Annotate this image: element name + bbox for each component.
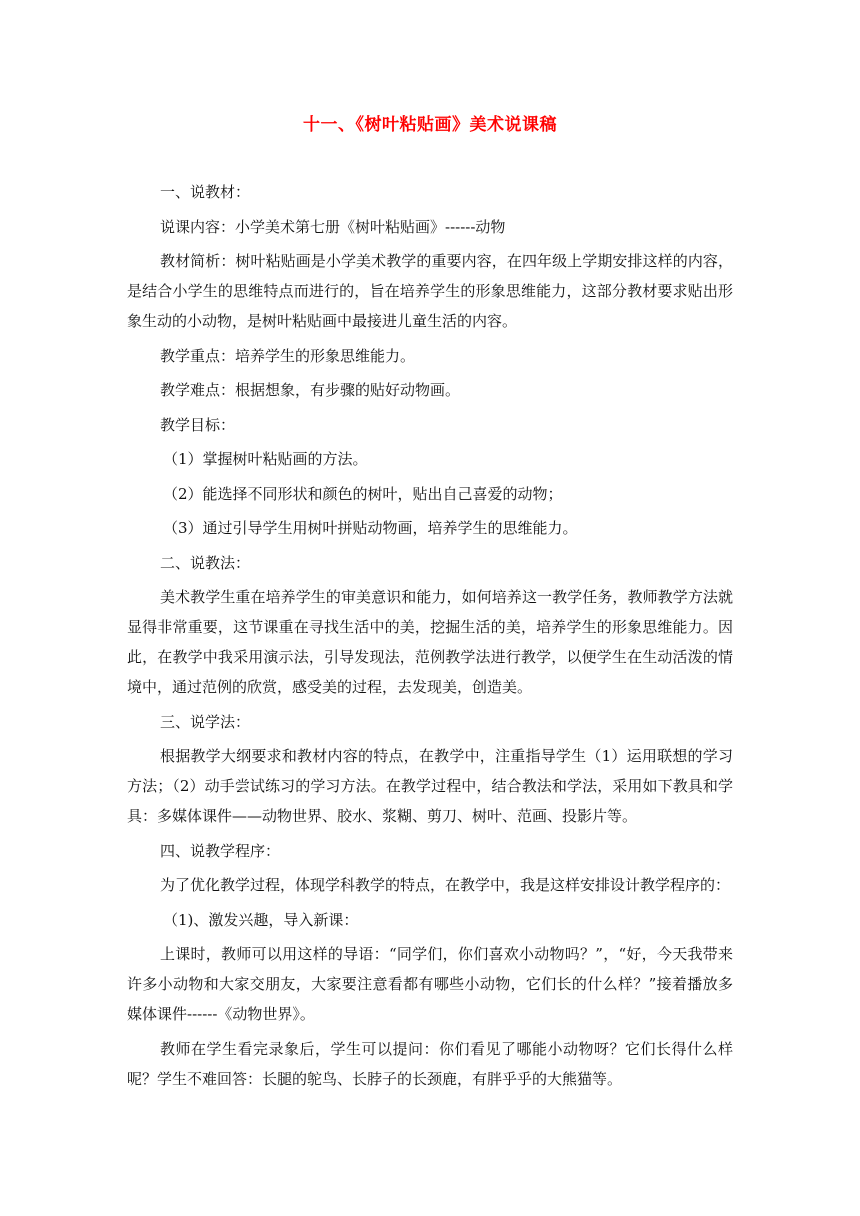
paragraph-lesson-content: 说课内容：小学美术第七册《树叶粘贴画》------动物 bbox=[160, 217, 506, 236]
paragraph-objectives-heading: 教学目标： bbox=[160, 415, 236, 434]
section-heading-learning-method: 三、说学法： bbox=[160, 712, 251, 731]
paragraph-key-point: 教学重点：培养学生的形象思维能力。 bbox=[160, 346, 416, 365]
section-heading-textbook: 一、说教材： bbox=[160, 183, 251, 201]
paragraph-learning-method: 根据教学大纲要求和教材内容的特点，在教学中，注重指导学生（1）运用联想的学习方法；（2）动手尝试练习的学习方法。在教学过程中，结合教法和学法，采用如下教具和学具：多媒体课件——动物世界、胶水、浆糊、剪刀、树叶、范画、投影片等。 bbox=[127, 747, 733, 825]
paragraph-after-video: 教师在学生看完录象后，学生可以提问：你们看见了哪能小动物呀？它们长得什么样呢？学生不难回答：长腿的鸵鸟、长脖子的长颈鹿，有胖乎乎的大熊猫等。 bbox=[127, 1039, 733, 1088]
section-heading-procedure: 四、说教学程序： bbox=[160, 841, 281, 860]
document-title: 十一、《树叶粘贴画》美术说课稿 bbox=[303, 115, 557, 135]
list-item-objective-1: （1）掌握树叶粘贴画的方法。 bbox=[163, 450, 368, 468]
list-item-step-1: （1)、激发兴趣，导入新课： bbox=[163, 910, 359, 929]
paragraph-textbook-analysis: 教材简析：树叶粘贴画是小学美术教学的重要内容，在四年级上学期安排这样的内容，是结合小学生的思维特点而进行的，旨在培养学生的形象思维能力，这部分教材要求贴出形象生动的小动物，是树叶粘贴画中最接进儿童生活的内容。 bbox=[127, 252, 733, 330]
paragraph-procedure-intro: 为了优化教学过程，体现学科教学的特点，在教学中，我是这样安排设计教学程序的： bbox=[160, 876, 731, 894]
section-heading-teaching-method: 二、说教法： bbox=[160, 553, 251, 572]
paragraph-difficulty: 教学难点：根据想象，有步骤的贴好动物画。 bbox=[160, 381, 461, 399]
document-body bbox=[127, 177, 733, 1098]
paragraph-class-opening: 上课时，教师可以用这样的导语：“同学们，你们喜欢小动物吗？”，“好，今天我带来许多小动物和大家交朋友，大家要注意看都有哪些小动物，它们长的什么样？”接着播放多媒体课件------《动物世界》。 bbox=[127, 945, 733, 1023]
list-item-objective-3: （3）通过引导学生用树叶拼贴动物画，培养学生的思维能力。 bbox=[163, 519, 578, 537]
paragraph-teaching-method: 美术教学生重在培养学生的审美意识和能力，如何培养这一教学任务，教师教学方法就显得非常重要，这节课重在寻找生活中的美，挖掘生活的美，培养学生的形象思维能力。因此，在教学中我采用演示法，引导发现法，范例教学法进行教学，以便学生在生动活泼的情境中，通过范例的欣赏，感受美的过程，去发现美，创造美。 bbox=[127, 588, 733, 696]
list-item-objective-2: （2）能选择不同形状和颜色的树叶，贴出自己喜爱的动物； bbox=[163, 484, 563, 503]
